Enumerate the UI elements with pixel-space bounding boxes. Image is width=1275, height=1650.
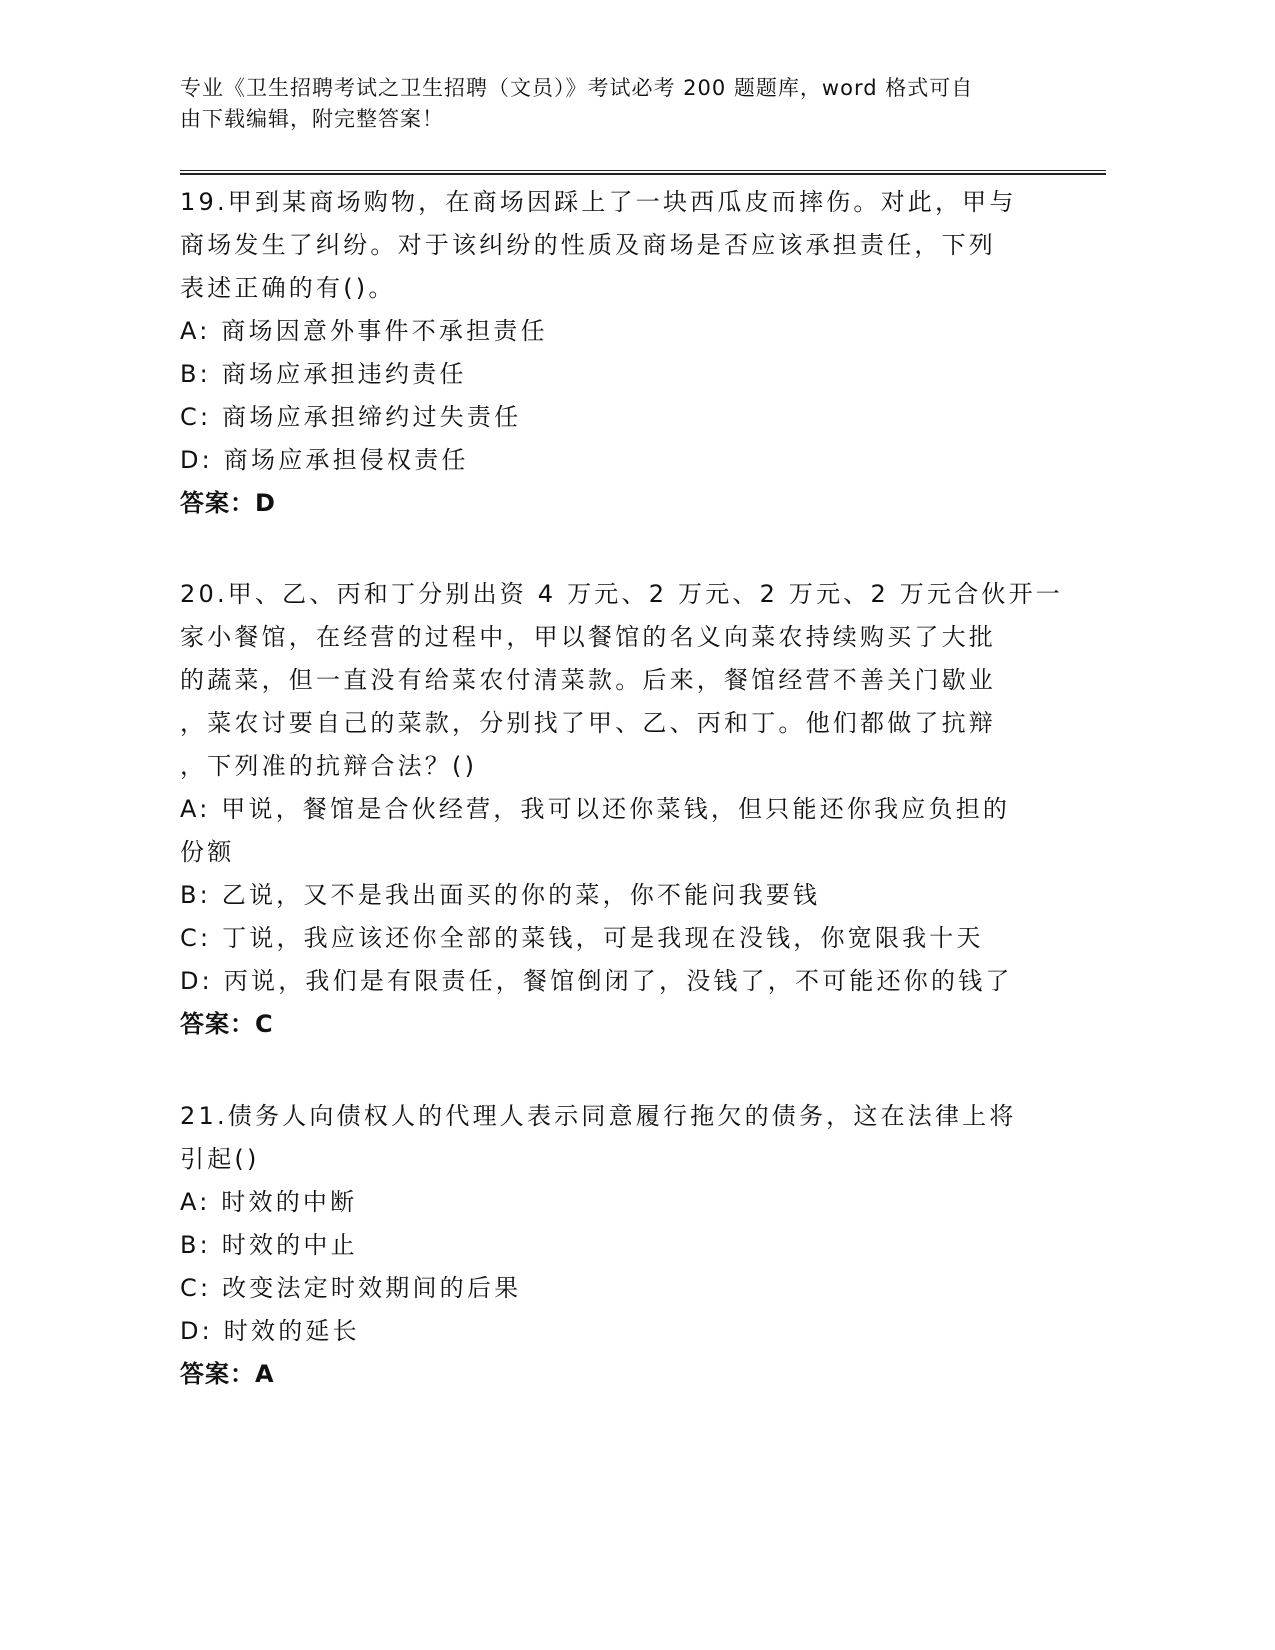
question-stem-line: 21.债务人向债权人的代理人表示同意履行拖欠的债务，这在法律上将 (180, 1102, 1017, 1130)
question-stem-line: 家小餐馆，在经营的过程中，甲以餐馆的名义向菜农持续购买了大批 (180, 623, 996, 651)
question-stem-line: 的蔬菜，但一直没有给菜农付清菜款。后来，餐馆经营不善关门歇业 (180, 666, 996, 694)
header-line-1: 专业《卫生招聘考试之卫生招聘（文员）》考试必考 200 题题库，word 格式可自 (180, 76, 974, 100)
question-stem-line: 20.甲、乙、丙和丁分别出资 4 万元、2 万元、2 万元、2 万元合伙开一 (180, 580, 1063, 608)
answer-label: 答案：D (180, 489, 276, 517)
header-divider (180, 170, 1106, 175)
question-19 (180, 181, 1040, 525)
answer-label: 答案：C (180, 1010, 274, 1038)
option-b: B: 乙说，又不是我出面买的你的菜，你不能问我要钱 (180, 881, 821, 909)
option-a: A: 甲说，餐馆是合伙经营，我可以还你菜钱，但只能还你我应负担的 (180, 795, 1011, 823)
option-d: D: 商场应承担侵权责任 (180, 446, 469, 474)
question-stem-line: ，菜农讨要自己的菜款，分别找了甲、乙、丙和丁。他们都做了抗辩 (180, 709, 996, 737)
question-stem-line: 表述正确的有()。 (180, 274, 396, 302)
question-stem-line: ，下列准的抗辩合法？() (180, 752, 478, 780)
question-21 (180, 1095, 1040, 1396)
option-c: C: 改变法定时效期间的后果 (180, 1274, 522, 1302)
option-a-continued: 份额 (180, 838, 235, 866)
option-d: D: 时效的延长 (180, 1317, 360, 1345)
option-c: C: 丁说，我应该还你全部的菜钱，可是我现在没钱，你宽限我十天 (180, 924, 984, 952)
option-c: C: 商场应承担缔约过失责任 (180, 403, 522, 431)
question-20 (180, 573, 1063, 1046)
document-header (180, 73, 1040, 135)
option-b: B: 时效的中止 (180, 1231, 358, 1259)
question-stem-line: 19.甲到某商场购物，在商场因踩上了一块西瓜皮而摔伤。对此，甲与 (180, 188, 1017, 216)
option-a: A: 时效的中断 (180, 1188, 358, 1216)
option-b: B: 商场应承担违约责任 (180, 360, 467, 388)
header-line-2: 由下载编辑，附完整答案！ (180, 107, 444, 131)
answer-label: 答案：A (180, 1360, 275, 1388)
question-stem-line: 商场发生了纠纷。对于该纠纷的性质及商场是否应该承担责任，下列 (180, 231, 996, 259)
option-a: A: 商场因意外事件不承担责任 (180, 317, 548, 345)
option-d: D: 丙说，我们是有限责任，餐馆倒闭了，没钱了，不可能还你的钱了 (180, 967, 1013, 995)
question-stem-line: 引起() (180, 1145, 260, 1173)
